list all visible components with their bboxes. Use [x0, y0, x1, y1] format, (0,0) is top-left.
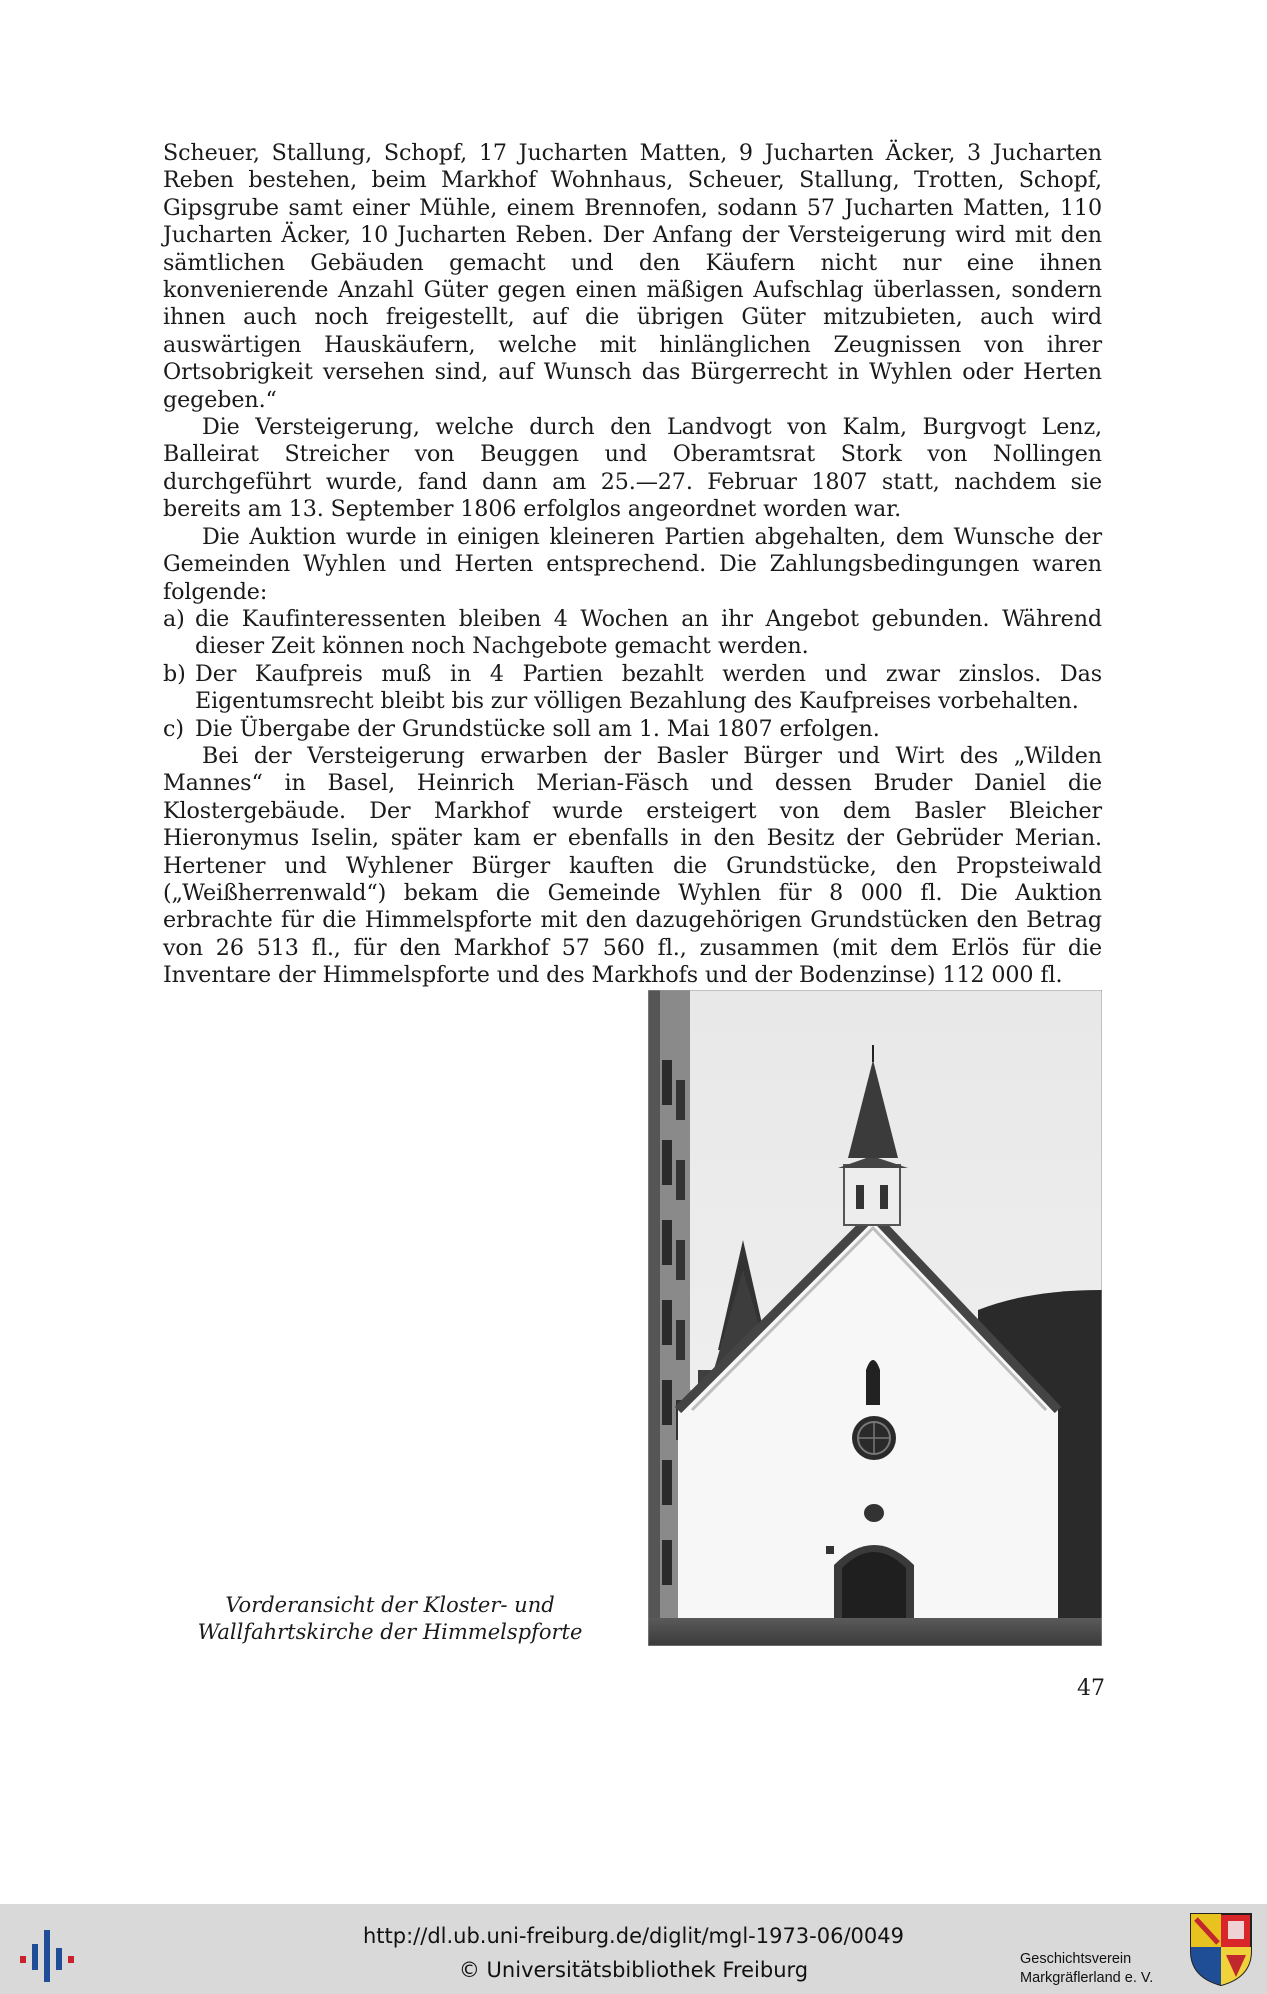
- list-item-a: [163, 606, 1102, 661]
- society-line-2: Markgräflerland e. V.: [1020, 1970, 1154, 1986]
- paragraph-1: Scheuer, Stallung, Schopf, 17 Jucharten Matten, 9 Jucharten Äcker, 3 Jucharten Reben bestehen, beim Markhof Wohnhaus, Scheuer, Stallung, Trotten, Schopf, Gipsgrube samt einer Mühle, einem Brennofen, sodann 57 Jucharten Matten, 110 Jucharten Äcker, 10 Jucharten Reben. Der Anfang der Versteigerung wird mit den sämtlichen Gebäuden gemacht und den Käufern nicht nur eine ihnen konvenierende Anzahl Güter gegen einen mäßigen Aufschlag überlassen, sondern ihnen auch noch freigestellt, auf die übrigen Güter mitzubieten, auch wird auswärtigen Hauskäufern, welche mit hinlänglichen Zeugnissen von ihrer Ortsobrigkeit versehen sind, auf Wunsch das Bürgerrecht in Wyhlen oder Herten gegeben.“: [163, 140, 1102, 413]
- list-item-b: [163, 661, 1102, 716]
- page-number: 47: [1077, 1676, 1105, 1701]
- footer-bar: [0, 1904, 1267, 1994]
- society-crest-icon: [1188, 1911, 1254, 1987]
- list-text-b: Der Kaufpreis muß in 4 Partien bezahlt werden und zwar zinslos. Das Eigentumsrecht bleibt bis zur völligen Bezahlung des Kaufpreises vorbehalten.: [195, 660, 1102, 715]
- footer-copyright: © Universitätsbibliothek Freiburg: [458, 1958, 809, 1982]
- paragraph-2: Die Versteigerung, welche durch den Landvogt von Kalm, Burgvogt Lenz, Balleirat Streicher von Beuggen und Oberamtsrat Stork von Nollingen durchgeführt wurde, fand dann am 25.—27. Februar 1807 statt, nachdem sie bereits am 13. September 1806 erfolglos angeordnet worden war.: [163, 414, 1102, 523]
- list-label-c: c): [163, 715, 184, 742]
- paragraph-final: Bei der Versteigerung erwarben der Basler Bürger und Wirt des „Wilden Mannes“ in Basel, Heinrich Merian-Fäsch und dessen Bruder Daniel die Klostergebäude. Der Markhof wurde ersteigert von dem Basler Bleicher Hieronymus Iselin, später kam er ebenfalls in den Besitz der Gebrüder Merian. Hertener und Wyhlener Bürger kauften die Grundstücke, den Propsteiwald („Weißherrenwald“) bekam die Gemeinde Wyhlen für 8 000 fl. Die Auktion erbrachte für die Himmelspforte mit den dazugehörigen Grundstücken den Betrag von 26 513 fl., für den Markhof 57 560 fl., zusammen (mit dem Erlös für die Inventare der Himmelspforte und des Markhofs und der Bodenzinse) 112 000 fl.: [163, 742, 1102, 989]
- society-name: [1020, 1950, 1180, 1988]
- paragraph-3: Die Auktion wurde in einigen kleineren Partien abgehalten, dem Wunsche der Gemeinden Wyhlen und Herten entsprechend. Die Zahlungsbedingungen waren folgende:: [163, 523, 1102, 605]
- list-label-a: a): [163, 605, 185, 632]
- list-text-a: die Kaufinteressenten bleiben 4 Wochen an ihr Angebot gebunden. Während dieser Zeit können noch Nachgebote gemacht werden.: [195, 605, 1102, 660]
- list-label-b: b): [163, 660, 186, 687]
- caption-line-2: Wallfahrtskirche der Himmelspforte: [197, 1620, 583, 1644]
- list-text-c: Die Übergabe der Grundstücke soll am 1. Mai 1807 erfolgen.: [195, 715, 880, 742]
- society-line-1: Geschichtsverein: [1020, 1951, 1132, 1967]
- church-photo: [648, 990, 1102, 1646]
- footer-url[interactable]: http://dl.ub.uni-freiburg.de/diglit/mgl-1973-06/0049: [362, 1924, 904, 1948]
- caption-line-1: Vorderansicht der Kloster- und: [225, 1593, 555, 1617]
- photo-caption: [190, 1592, 590, 1646]
- list-item-c: [163, 716, 1102, 743]
- body-text: [163, 140, 1102, 990]
